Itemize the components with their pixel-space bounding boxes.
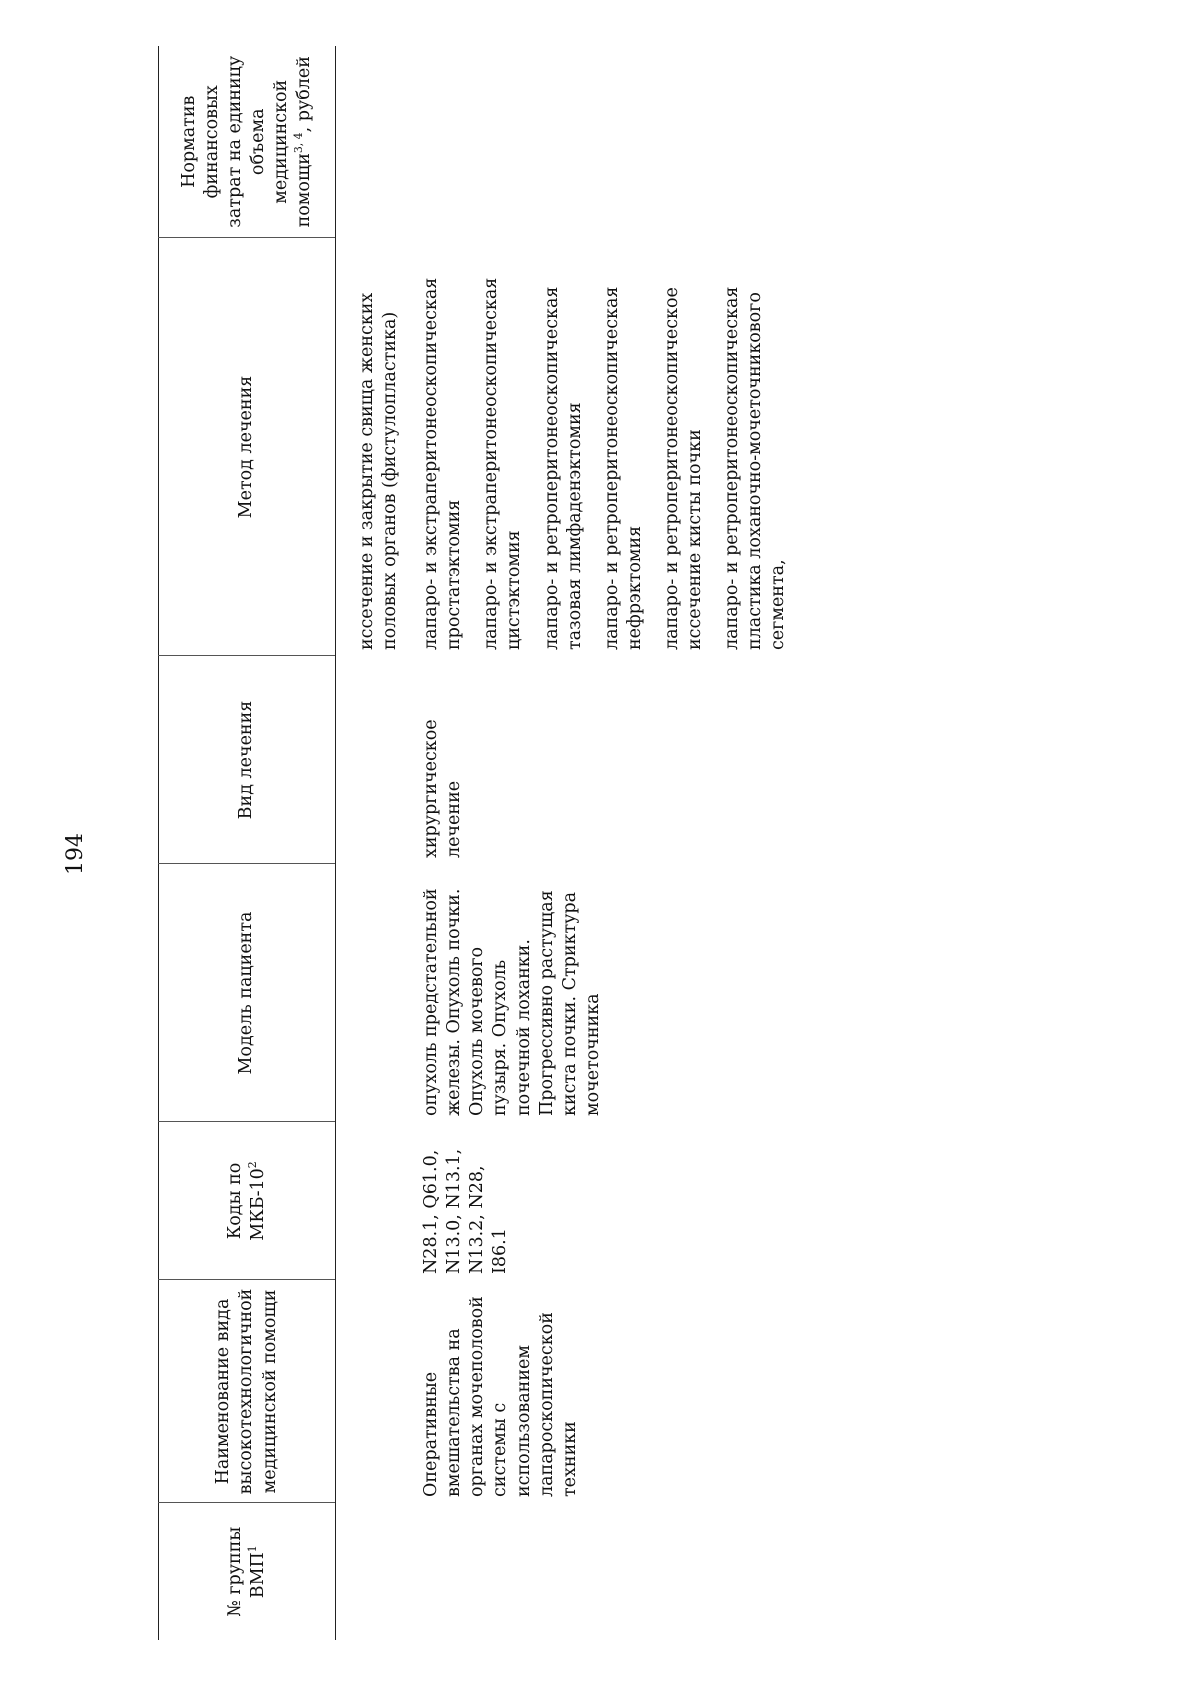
header-group-no-text: № группы ВМП [224, 1526, 268, 1617]
header-norm [159, 46, 336, 238]
method-item: лапаро- и ретроперитонеоскопическое иссечение кисты почки [661, 287, 706, 650]
method-item: лапаро- и ретроперитонеоскопическая пластика лоханочно-мочеточникового сегмента, [722, 286, 789, 650]
table-row [354, 46, 418, 1640]
cell-norm [418, 46, 806, 238]
header-mkb-codes [159, 1122, 336, 1280]
header-norm-sup: 3, 4 [292, 132, 306, 154]
method-item: лапаро- и экстраперитонеоскопическая простатэктомия [421, 277, 465, 650]
cell-treatment-type: хирургическое лечение [421, 719, 465, 858]
cell-mkb-codes: N28.1, Q61.0, N13.0, N13.1, N13.2, N28, I86.1 [421, 1148, 511, 1274]
header-group-no-sup: 1 [246, 1545, 260, 1553]
header-norm-text: Норматив финансовых затрат на единицу объема медицинской помощи [178, 55, 315, 228]
cell-patient-model: опухоль предстательной железы. Опухоль почки. Опухоль мочевого пузыря. Опухоль почечной лоханки. Прогрессивно растущая киста почки. Стриктура мочеточника [421, 888, 603, 1116]
cell-group-no [418, 1503, 806, 1640]
page-number: 194 [63, 833, 88, 875]
method-item: лапаро- и экстраперитонеоскопическая цистэктомия [481, 277, 525, 650]
table-header [159, 46, 336, 1640]
method-item: лапаро- и ретроперитонеоскопическая тазовая лимфаденэктомия [541, 286, 585, 650]
header-treatment-method: Метод лечения [159, 238, 336, 656]
header-patient-model: Модель пациента [159, 864, 336, 1122]
header-group-no [159, 1503, 336, 1640]
continuation-method [354, 238, 418, 656]
cell-vmp-name: Оперативные вмешательства на органах мочеполовой системы с использованием лапароскопической техники [421, 1296, 580, 1497]
header-vmp-name: Наименование вида высокотехнологичной медицинской помощи [159, 1280, 336, 1503]
method-item: иссечение и закрытие свища женских половых органов (фистулопластика) [357, 292, 401, 650]
header-mkb-codes-text: Коды по МКБ-10 [224, 1162, 268, 1241]
method-item: лапаро- и ретроперитонеоскопическая нефрэктомия [601, 286, 645, 650]
vmp-table [158, 46, 806, 1640]
spacer-row [336, 46, 355, 1640]
header-mkb-codes-sup: 2 [246, 1161, 260, 1169]
header-norm-tail: , рублей [294, 56, 315, 133]
header-treatment-type: Вид лечения [159, 656, 336, 864]
table-row [418, 46, 806, 1640]
cell-treatment-methods [418, 238, 806, 656]
